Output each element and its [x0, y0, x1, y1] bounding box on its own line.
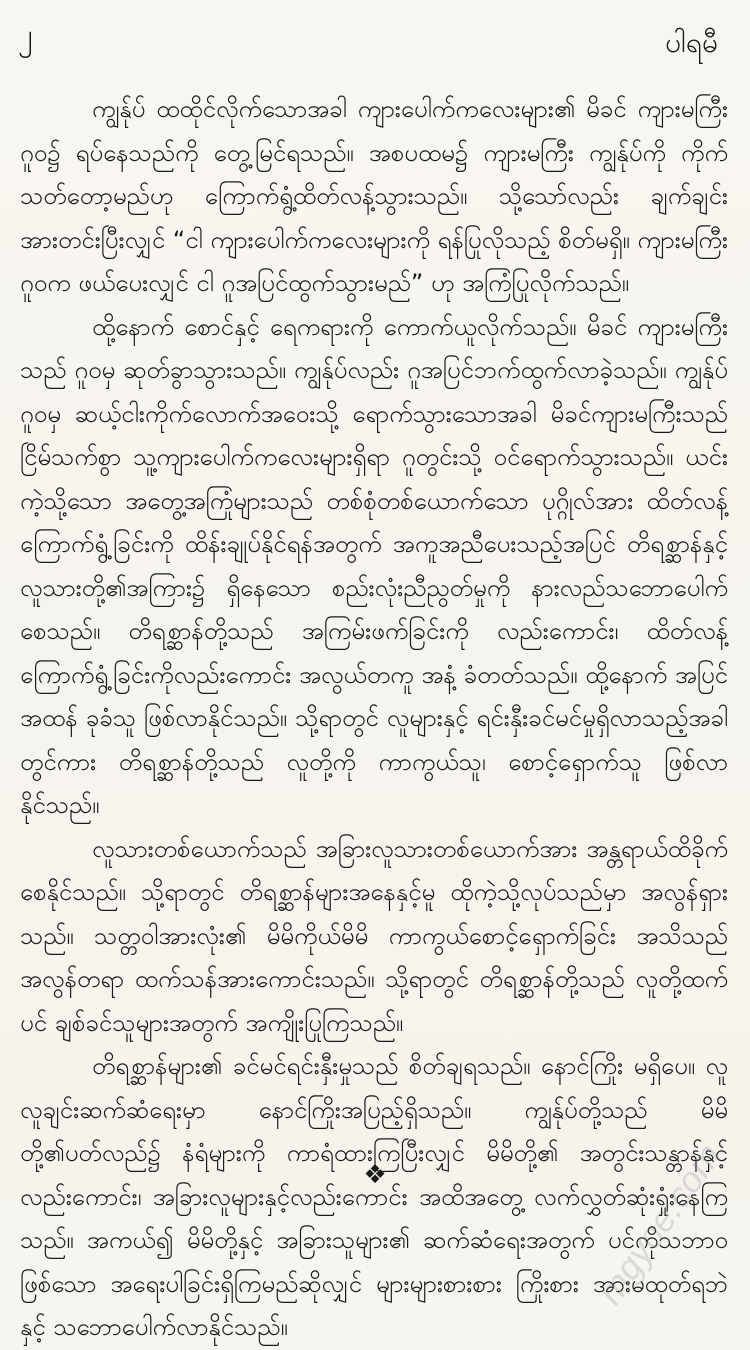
running-header-title: ပါရမီ — [665, 26, 718, 59]
watermark: mgyoe.com — [588, 1135, 730, 1312]
page-number: ၂ — [18, 18, 33, 53]
section-end-ornament-icon: ❖ — [363, 1160, 387, 1190]
paragraph: ကျွန်ုပ် ထထိုင်လိုက်သောအခါ ကျားပေါက်ကလေးများ၏ မိခင် ကျားမကြီး ဂူဝ၌ ရပ်နေသည်ကို တွေ့မြင်ရသည်။ အစပထမ၌ ကျားမကြီး ကျွန်ုပ်ကို ကိုက်သတ်တော့မည်ဟု ကြောက်ရွံ့ထိတ်လန့်သွားသည်။ သို့သော်လည်း ချက်ချင်း အားတင်းပြီးလျှင် “ငါ ကျားပေါက်ကလေးများကို ရန်ပြုလိုသည့် စိတ်မရှိ။ ကျားမကြီး ဂူဝက ဖယ်ပေးလျှင် ငါ ဂူအပြင်ထွက်သွားမည်” ဟု အကြံပြုလိုက်သည်။ — [20, 95, 728, 297]
paragraph: ထို့နောက် စောင်နှင့် ရေကရားကို ကောက်ယူလိုက်သည်။ မိခင် ကျားမကြီးသည် ဂူဝမှ ဆုတ်ခွာသွားသည်။ ကျွန်ုပ်လည်း ဂူအပြင်ဘက်ထွက်လာခဲ့သည်။ ကျွန်ုပ် ဂူဝမှ ဆယ့်ငါးကိုက်လောက်အဝေးသို့ ရောက်သွားသောအခါ မိခင်ကျားမကြီးသည် ငြိမ်သက်စွာ သူ့ကျားပေါက်ကလေးများရှိရာ ဂူတွင်းသို့ ဝင်ရောက်သွားသည်။ ယင်းကဲ့သို့သော အတွေ့အကြုံများသည် တစ်စုံတစ်ယောက်သော ပုဂ္ဂိုလ်အား ထိတ်လန့်ကြောက်ရွံ့ခြင်းကို ထိန်းချုပ်နိုင်ရန်အတွက် အကူအညီပေးသည့်အပြင် တိရစ္ဆာန်နှင့် လူသားတို့၏အကြား၌ ရှိနေသော စည်းလုံးညီညွတ်မှုကို နားလည်သဘောပေါက်စေသည်။ တိရစ္ဆာန်တို့သည် အကြမ်းဖက်ခြင်းကို လည်းကောင်း၊ ထိတ်လန့်ကြောက်ရွံ့ခြင်းကိုလည်းကောင်း အလွယ်တကူ အနံ့ ခံတတ်သည်။ ထို့နောက် အပြင်အထန် ခုခံသူ ဖြစ်လာနိုင်သည်။ သို့ရာတွင် လူများနှင့် ရင်းနှီးခင်မင်မှုရှိလာသည့်အခါတွင်ကား တိရစ္ဆာန်တို့သည် လူတို့ကို ကာကွယ်သူ၊ စောင့်ရှောက်သူ ဖြစ်လာနိုင်သည်။ — [20, 312, 728, 819]
paragraph: တိရစ္ဆာန်များ၏ ခင်မင်ရင်းနှီးမှုသည် စိတ်ချရသည်။ နောင်ကြိုး မရှိပေ။ လူလူချင်းဆက်ဆံရေးမှာ နောင်ကြိုးအပြည့်ရှိသည်။ ကျွန်ုပ်တို့သည် မိမိတို့၏ပတ်လည်၌ နံရံများကို ကာရံထားကြပြီးလျှင် မိမိတို့၏ အတွင်းသန္တာန်နှင့်လည်းကောင်း၊ အခြားလူများနှင့်လည်းကောင်း အထိအတွေ့ လက်လွှတ်ဆုံးရှုံးနေကြသည်။ အကယ်၍ မိမိတို့နှင့် အခြားသူများ၏ ဆက်ဆံရေးအတွက် ပင်ကိုသဘာဝဖြစ်သော အရေးပါခြင်းရှိကြမည်ဆိုလျှင် များများစားစား ကြိုးစား အားမထုတ်ရဘဲနှင့် သဘောပေါက်လာနိုင်သည်။ — [20, 1052, 728, 1341]
paragraph: လူသားတစ်ယောက်သည် အခြားလူသားတစ်ယောက်အား အန္တရာယ်ထိခိုက်စေနိုင်သည်။ သို့ရာတွင် တိရစ္ဆာန်များအနေနှင့်မူ ထိုကဲ့သို့လုပ်သည်မှာ အလွန်ရှားသည်။ သတ္တဝါအားလုံး၏ မိမိကိုယ်မိမိ ကာကွယ်စောင့်ရှောက်ခြင်း အသိသည် အလွန်တရာ ထက်သန်အားကောင်းသည်။ သို့ရာတွင် တိရစ္ဆာန်တို့သည် လူတို့ထက် ပင် ချစ်ခင်သူများအတွက် အကျိုးပြုကြသည်။ — [20, 834, 728, 1037]
